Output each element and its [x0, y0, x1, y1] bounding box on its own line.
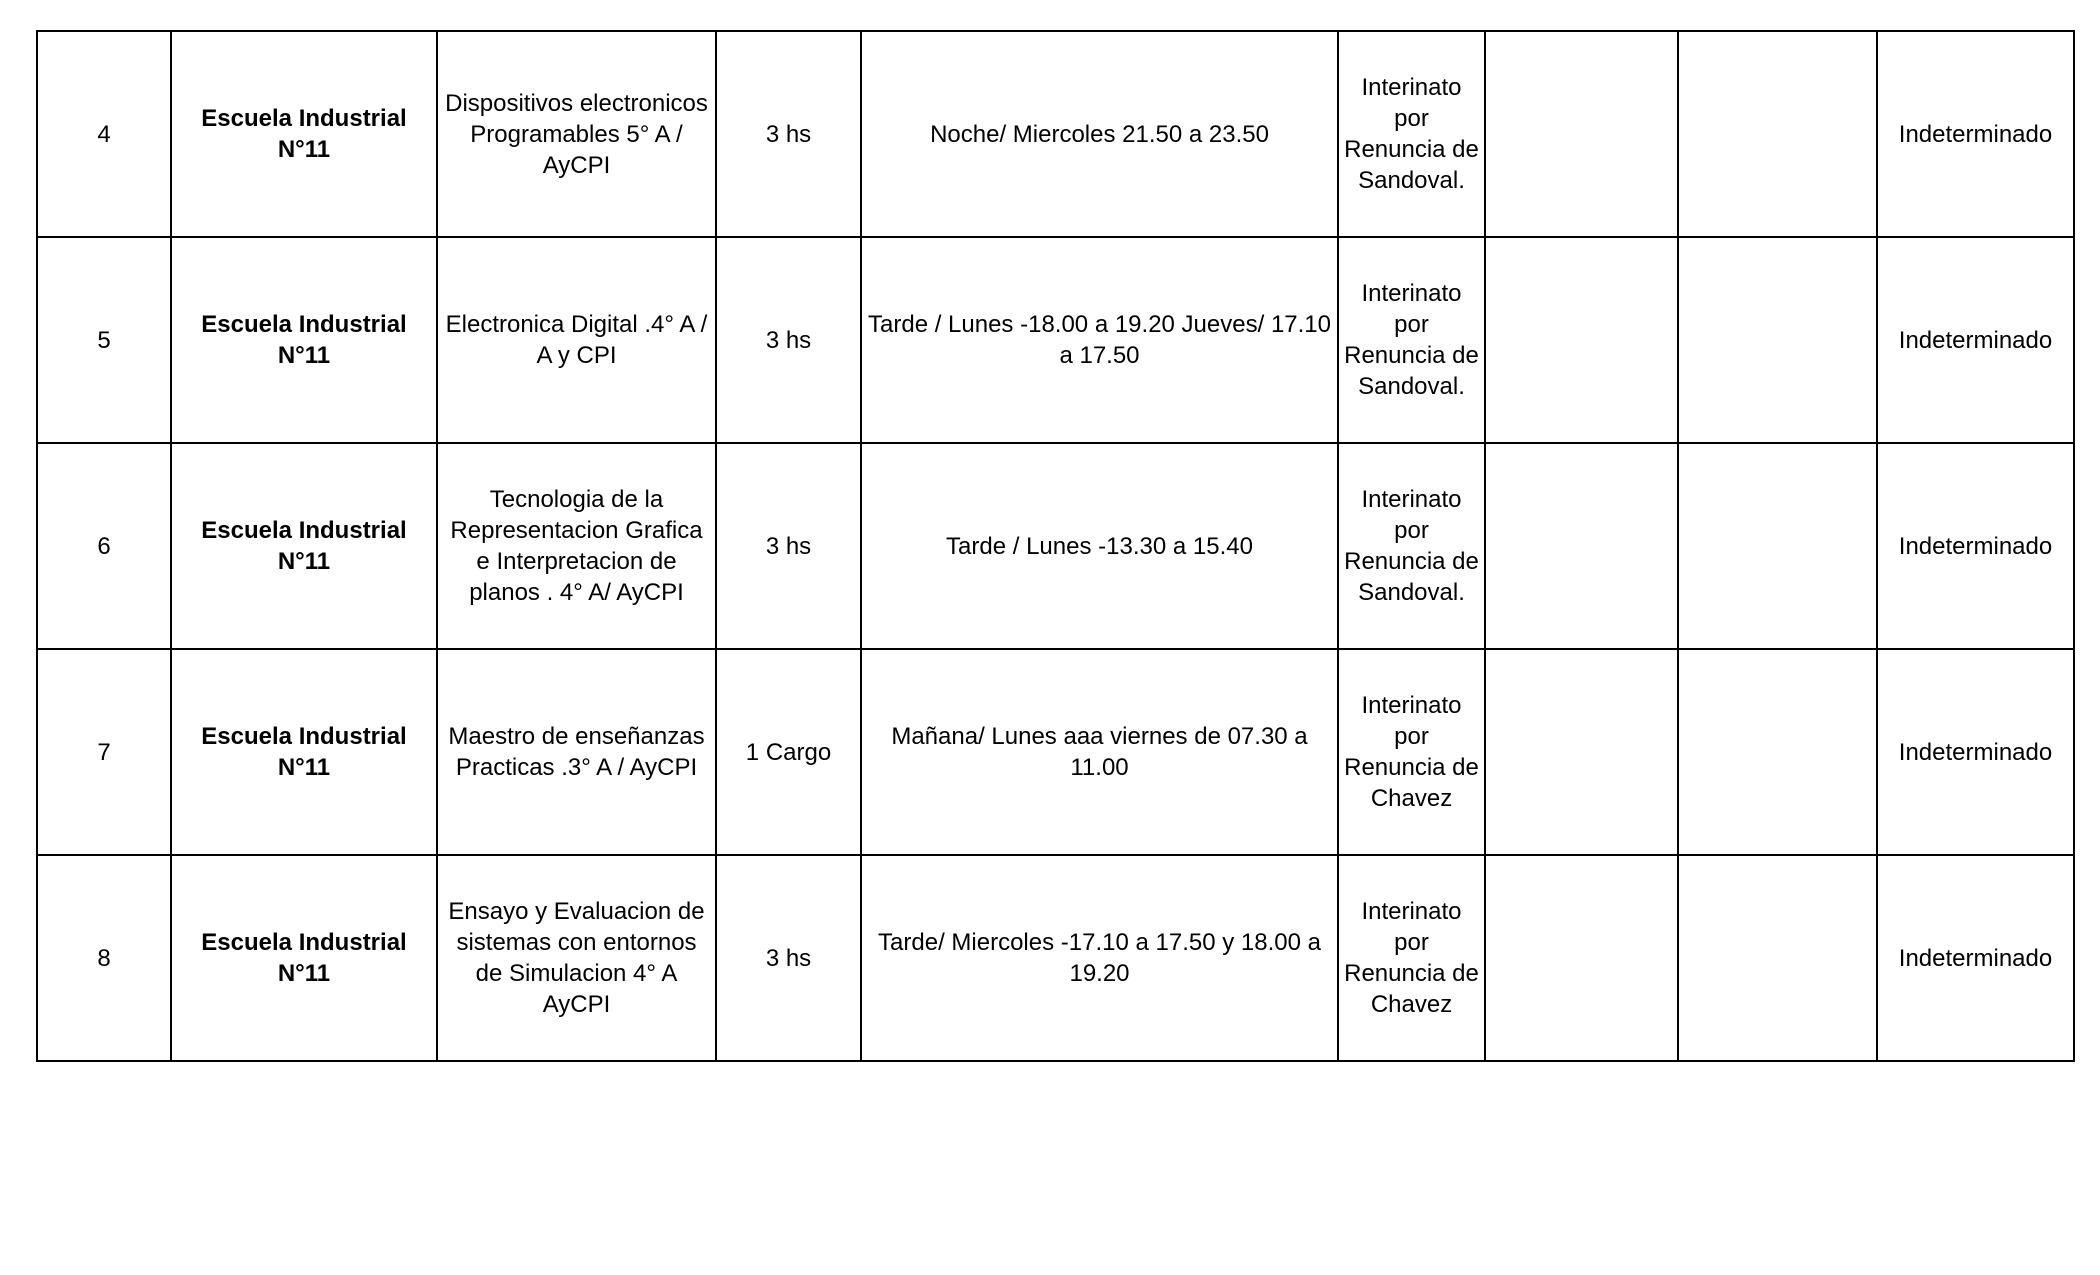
row-number: 6	[37, 443, 171, 649]
empty-cell	[1678, 237, 1877, 443]
empty-cell	[1485, 31, 1678, 237]
table-row	[37, 237, 2074, 443]
row-number: 4	[37, 31, 171, 237]
duration-cell: Indeterminado	[1877, 443, 2074, 649]
duration-cell: Indeterminado	[1877, 649, 2074, 855]
empty-cell	[1485, 649, 1678, 855]
hours-cell: 3 hs	[716, 443, 861, 649]
empty-cell	[1678, 443, 1877, 649]
row-number: 5	[37, 237, 171, 443]
duration-cell: Indeterminado	[1877, 31, 2074, 237]
school-cell: Escuela Industrial N°11	[171, 237, 437, 443]
position-type-cell: Interinato por Renuncia de Sandoval.	[1338, 31, 1485, 237]
subject-cell: Dispositivos electronicos Programables 5° A / AyCPI	[437, 31, 716, 237]
table-row	[37, 855, 2074, 1061]
position-type-cell: Interinato por Renuncia de Sandoval.	[1338, 237, 1485, 443]
position-type-cell: Interinato por Renuncia de Chavez	[1338, 649, 1485, 855]
empty-cell	[1485, 237, 1678, 443]
table-row	[37, 443, 2074, 649]
schedule-cell: Noche/ Miercoles 21.50 a 23.50	[861, 31, 1338, 237]
school-cell: Escuela Industrial N°11	[171, 31, 437, 237]
subject-cell: Ensayo y Evaluacion de sistemas con entornos de Simulacion 4° A AyCPI	[437, 855, 716, 1061]
empty-cell	[1485, 855, 1678, 1061]
empty-cell	[1678, 31, 1877, 237]
table-row	[37, 31, 2074, 237]
hours-cell: 3 hs	[716, 237, 861, 443]
subject-cell: Maestro de enseñanzas Practicas .3° A / AyCPI	[437, 649, 716, 855]
school-cell: Escuela Industrial N°11	[171, 649, 437, 855]
schedule-cell: Tarde/ Miercoles -17.10 a 17.50 y 18.00 a 19.20	[861, 855, 1338, 1061]
duration-cell: Indeterminado	[1877, 855, 2074, 1061]
subject-cell: Electronica Digital .4° A / A y CPI	[437, 237, 716, 443]
empty-cell	[1485, 443, 1678, 649]
row-number: 8	[37, 855, 171, 1061]
hours-cell: 3 hs	[716, 855, 861, 1061]
position-type-cell: Interinato por Renuncia de Sandoval.	[1338, 443, 1485, 649]
schedule-cell: Tarde / Lunes -13.30 a 15.40	[861, 443, 1338, 649]
subject-cell: Tecnologia de la Representacion Grafica e Interpretacion de planos . 4° A/ AyCPI	[437, 443, 716, 649]
position-type-cell: Interinato por Renuncia de Chavez	[1338, 855, 1485, 1061]
hours-cell: 1 Cargo	[716, 649, 861, 855]
row-number: 7	[37, 649, 171, 855]
school-cell: Escuela Industrial N°11	[171, 855, 437, 1061]
duration-cell: Indeterminado	[1877, 237, 2074, 443]
table-row	[37, 649, 2074, 855]
schedule-cell: Tarde / Lunes -18.00 a 19.20 Jueves/ 17.10 a 17.50	[861, 237, 1338, 443]
school-cell: Escuela Industrial N°11	[171, 443, 437, 649]
hours-cell: 3 hs	[716, 31, 861, 237]
schedule-cell: Mañana/ Lunes aaa viernes de 07.30 a 11.00	[861, 649, 1338, 855]
empty-cell	[1678, 649, 1877, 855]
positions-table	[36, 30, 2075, 1062]
empty-cell	[1678, 855, 1877, 1061]
